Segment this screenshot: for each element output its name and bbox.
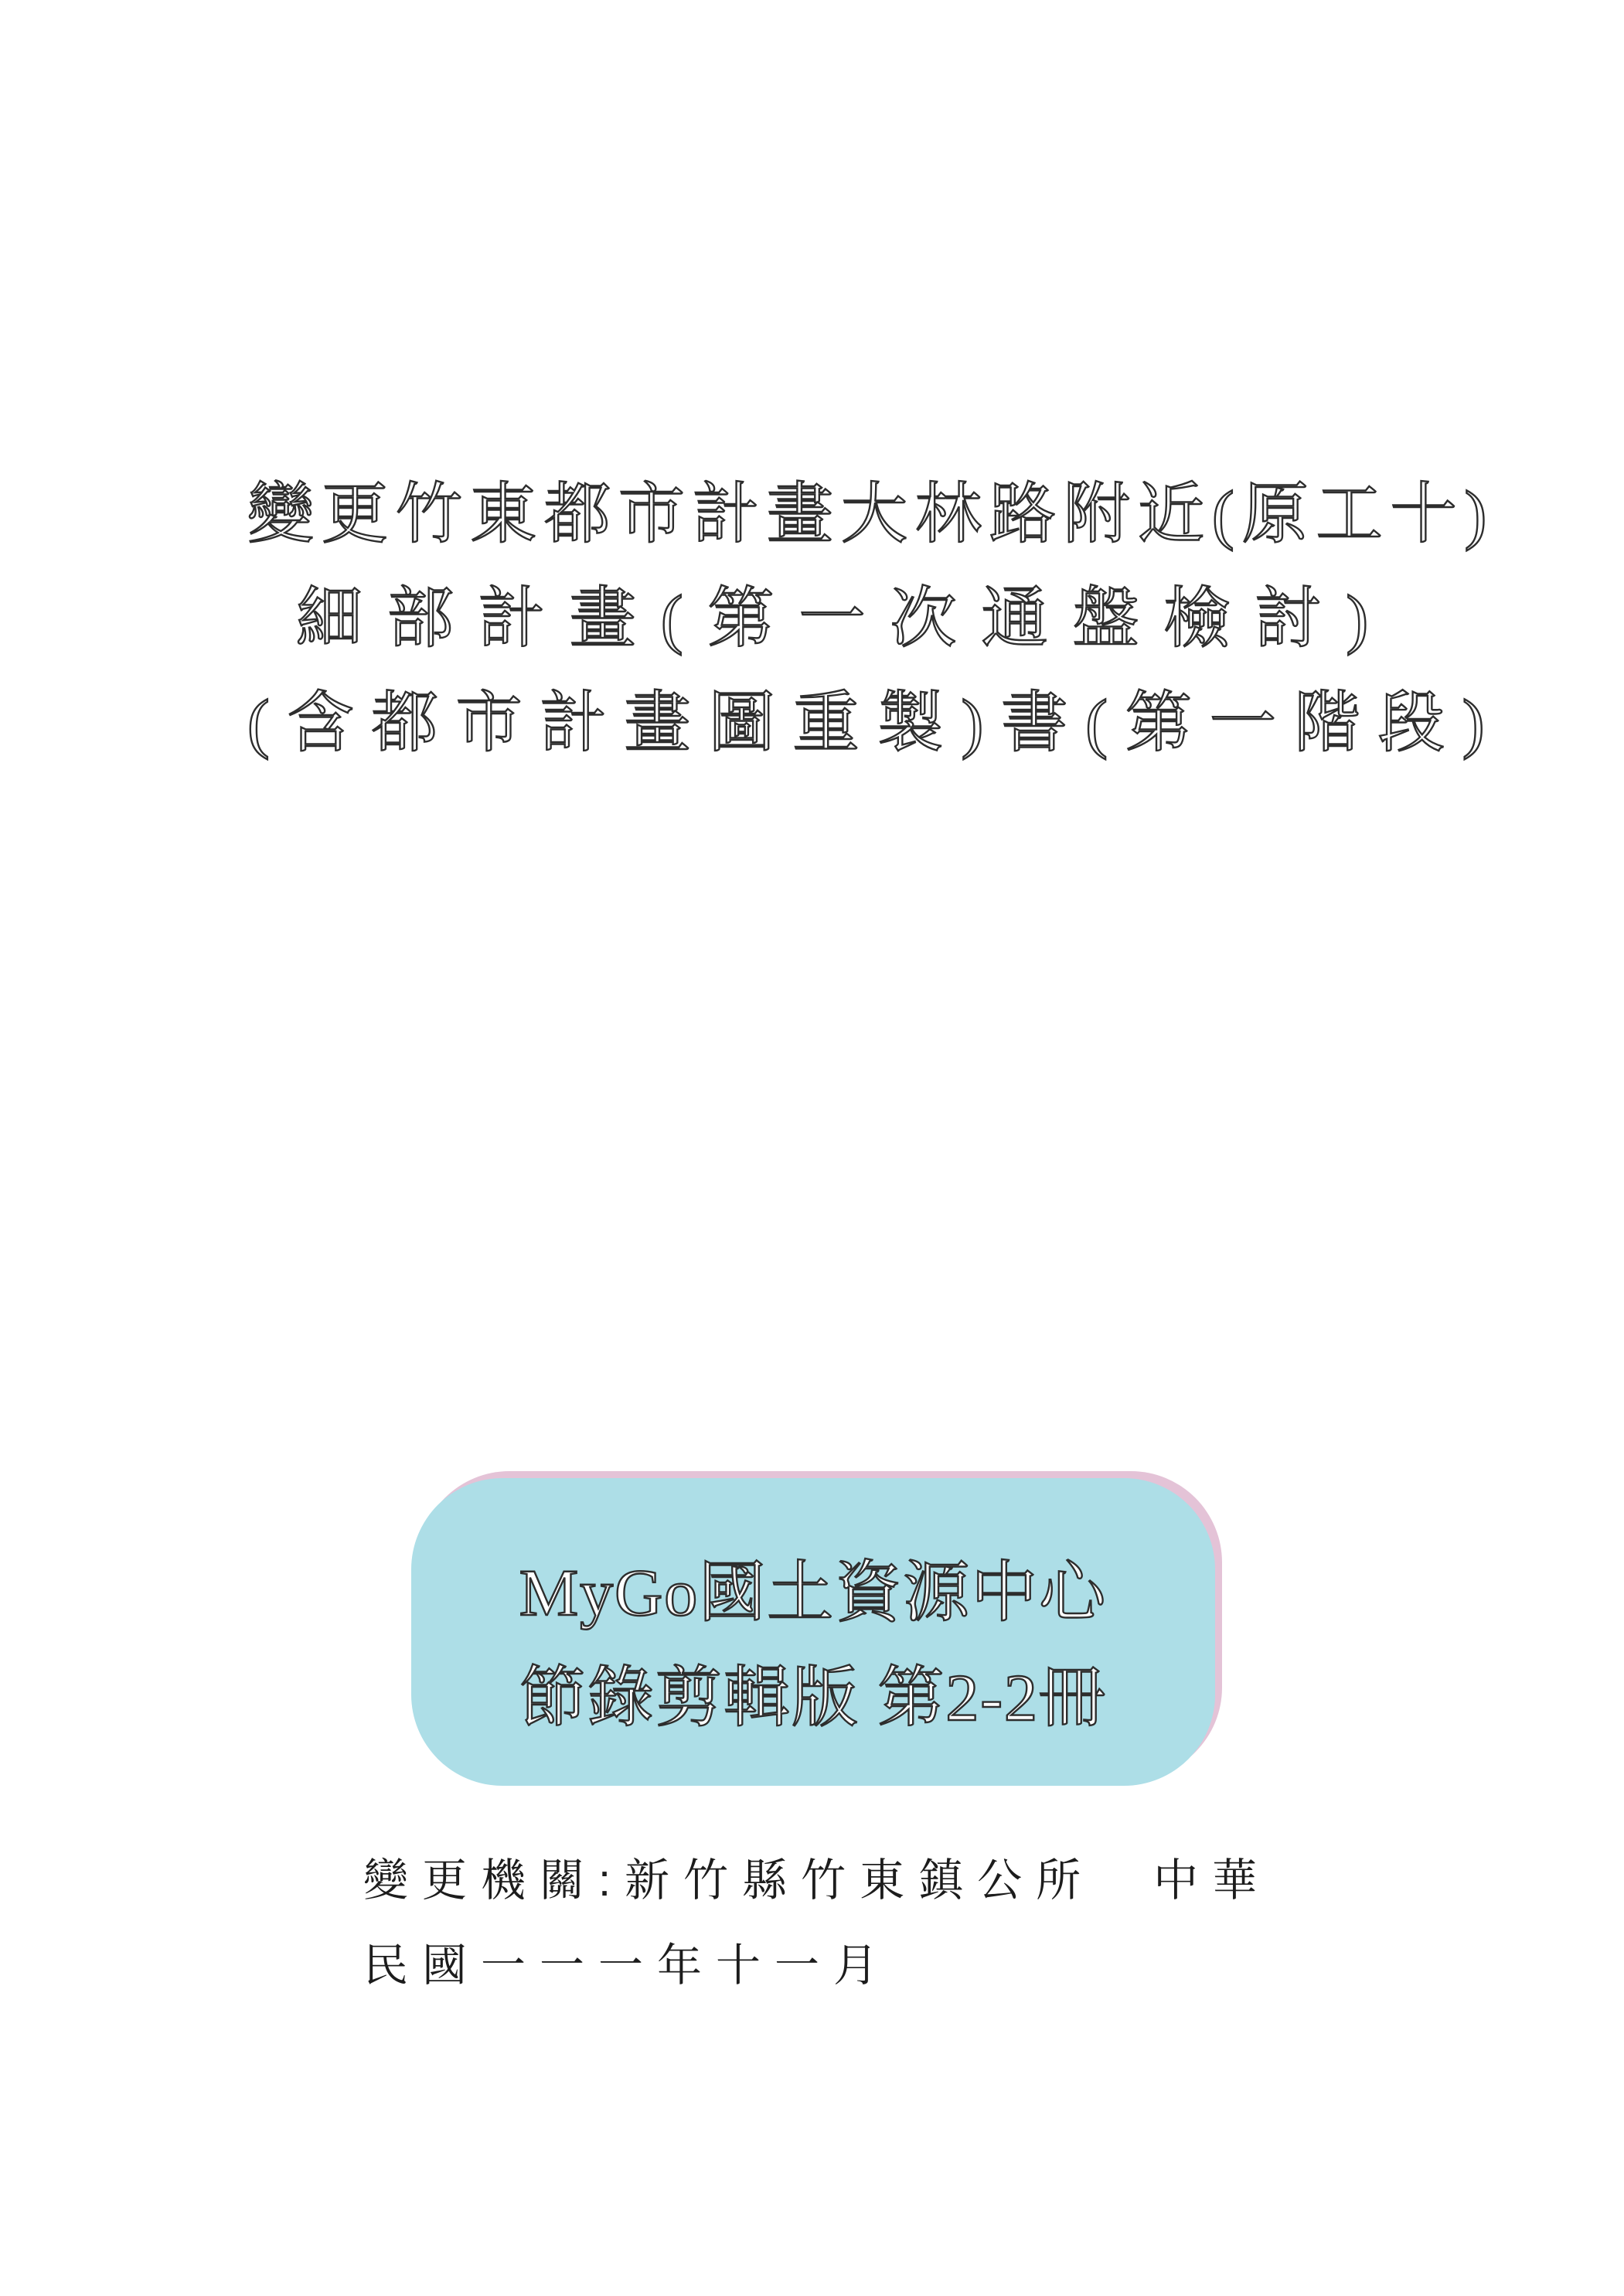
footer-date-line: 民國一一一年十一月 [363,1940,893,1991]
footer-agency-line: 變更機關:新竹縣竹東鎮公所 中華 [363,1855,1272,1906]
publisher-info [363,1838,1271,2008]
title-line-3: (含都市計畫圖重製)書(第一階段) [247,686,1503,760]
title-line-2: 細部計畫(第一次通盤檢討) [295,581,1394,656]
document-title [247,462,1503,775]
title-line-1: 變更竹東都市計畫大林路附近(原工十) [247,477,1495,551]
stamp-box-line-2: 節錄剪輯版 第2-2冊 [519,1661,1108,1735]
mygo-stamp-box [411,1478,1215,1786]
stamp-box-line-1: MyGo國土資源中心 [519,1555,1108,1630]
